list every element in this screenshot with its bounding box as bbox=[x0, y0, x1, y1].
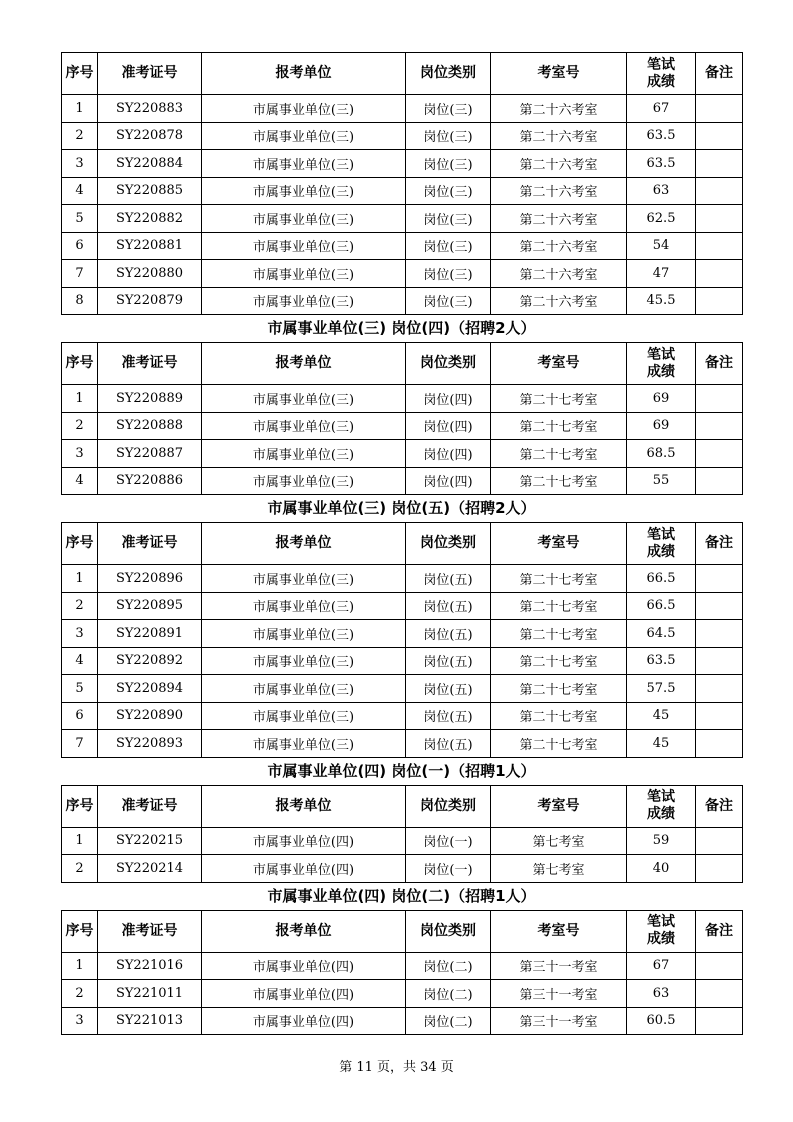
cell-score: 57.5 bbox=[627, 675, 696, 703]
cell-exam-id: SY221016 bbox=[98, 952, 202, 980]
cell-position: 岗位(三) bbox=[406, 232, 491, 260]
cell-position: 岗位(三) bbox=[406, 260, 491, 288]
table-row bbox=[62, 620, 743, 648]
cell-position: 岗位(三) bbox=[406, 177, 491, 205]
cell-remark bbox=[696, 592, 743, 620]
cell-unit: 市属事业单位(四) bbox=[202, 980, 406, 1008]
cell-score: 45 bbox=[627, 702, 696, 730]
cell-unit: 市属事业单位(三) bbox=[202, 205, 406, 233]
cell-remark bbox=[696, 95, 743, 123]
cell-score: 62.5 bbox=[627, 205, 696, 233]
cell-remark bbox=[696, 647, 743, 675]
cell-score: 66.5 bbox=[627, 592, 696, 620]
table-row bbox=[62, 440, 743, 468]
cell-room: 第二十七考室 bbox=[491, 647, 627, 675]
table-row bbox=[62, 287, 743, 315]
cell-exam-id: SY221013 bbox=[98, 1007, 202, 1035]
header-room: 考室号 bbox=[491, 523, 627, 565]
cell-unit: 市属事业单位(四) bbox=[202, 1007, 406, 1035]
cell-exam-id: SY220886 bbox=[98, 467, 202, 495]
cell-remark bbox=[696, 980, 743, 1008]
cell-score: 63.5 bbox=[627, 150, 696, 178]
cell-unit: 市属事业单位(四) bbox=[202, 855, 406, 883]
cell-unit: 市属事业单位(三) bbox=[202, 177, 406, 205]
header-position: 岗位类别 bbox=[406, 910, 491, 952]
table-row bbox=[62, 122, 743, 150]
cell-room: 第二十七考室 bbox=[491, 730, 627, 758]
cell-score: 59 bbox=[627, 827, 696, 855]
cell-remark bbox=[696, 702, 743, 730]
cell-remark bbox=[696, 467, 743, 495]
cell-room: 第二十六考室 bbox=[491, 95, 627, 123]
cell-exam-id: SY221011 bbox=[98, 980, 202, 1008]
cell-position: 岗位(四) bbox=[406, 385, 491, 413]
cell-room: 第二十六考室 bbox=[491, 205, 627, 233]
cell-exam-id: SY220889 bbox=[98, 385, 202, 413]
cell-unit: 市属事业单位(四) bbox=[202, 952, 406, 980]
cell-exam-id: SY220890 bbox=[98, 702, 202, 730]
header-unit: 报考单位 bbox=[202, 785, 406, 827]
header-exam-id: 准考证号 bbox=[98, 785, 202, 827]
cell-position: 岗位(三) bbox=[406, 205, 491, 233]
header-unit: 报考单位 bbox=[202, 343, 406, 385]
cell-score: 40 bbox=[627, 855, 696, 883]
cell-unit: 市属事业单位(三) bbox=[202, 385, 406, 413]
cell-unit: 市属事业单位(三) bbox=[202, 412, 406, 440]
cell-score: 69 bbox=[627, 412, 696, 440]
cell-position: 岗位(五) bbox=[406, 592, 491, 620]
table-row bbox=[62, 980, 743, 1008]
cell-unit: 市属事业单位(三) bbox=[202, 647, 406, 675]
cell-position: 岗位(四) bbox=[406, 467, 491, 495]
cell-score: 55 bbox=[627, 467, 696, 495]
cell-seq: 8 bbox=[62, 287, 98, 315]
header-seq: 序号 bbox=[62, 910, 98, 952]
cell-unit: 市属事业单位(四) bbox=[202, 827, 406, 855]
table-row bbox=[62, 952, 743, 980]
cell-score: 63.5 bbox=[627, 122, 696, 150]
cell-seq: 2 bbox=[62, 855, 98, 883]
cell-position: 岗位(五) bbox=[406, 647, 491, 675]
header-room: 考室号 bbox=[491, 343, 627, 385]
cell-remark bbox=[696, 565, 743, 593]
score-table bbox=[61, 910, 743, 1036]
cell-unit: 市属事业单位(三) bbox=[202, 565, 406, 593]
cell-position: 岗位(三) bbox=[406, 287, 491, 315]
cell-remark bbox=[696, 1007, 743, 1035]
cell-room: 第七考室 bbox=[491, 827, 627, 855]
cell-seq: 7 bbox=[62, 730, 98, 758]
score-table bbox=[61, 342, 743, 495]
cell-exam-id: SY220882 bbox=[98, 205, 202, 233]
cell-score: 67 bbox=[627, 952, 696, 980]
section-title: 市属事业单位(三) 岗位(四)（招聘2人） bbox=[267, 319, 536, 337]
cell-seq: 5 bbox=[62, 205, 98, 233]
header-position: 岗位类别 bbox=[406, 523, 491, 565]
cell-unit: 市属事业单位(三) bbox=[202, 620, 406, 648]
cell-position: 岗位(五) bbox=[406, 730, 491, 758]
cell-seq: 2 bbox=[62, 122, 98, 150]
table-row bbox=[62, 675, 743, 703]
table-row bbox=[62, 177, 743, 205]
cell-room: 第二十七考室 bbox=[491, 592, 627, 620]
score-table bbox=[61, 522, 743, 758]
cell-unit: 市属事业单位(三) bbox=[202, 702, 406, 730]
cell-remark bbox=[696, 855, 743, 883]
table-row bbox=[62, 95, 743, 123]
cell-score: 63 bbox=[627, 980, 696, 1008]
table-row bbox=[62, 855, 743, 883]
header-unit: 报考单位 bbox=[202, 523, 406, 565]
cell-score: 68.5 bbox=[627, 440, 696, 468]
cell-position: 岗位(三) bbox=[406, 95, 491, 123]
cell-position: 岗位(三) bbox=[406, 122, 491, 150]
cell-score: 63.5 bbox=[627, 647, 696, 675]
cell-room: 第二十七考室 bbox=[491, 702, 627, 730]
cell-room: 第二十六考室 bbox=[491, 177, 627, 205]
section-title: 市属事业单位(三) 岗位(五)（招聘2人） bbox=[267, 499, 536, 517]
header-exam-id: 准考证号 bbox=[98, 910, 202, 952]
cell-exam-id: SY220885 bbox=[98, 177, 202, 205]
cell-unit: 市属事业单位(三) bbox=[202, 95, 406, 123]
score-table bbox=[61, 785, 743, 883]
cell-exam-id: SY220878 bbox=[98, 122, 202, 150]
header-remark: 备注 bbox=[696, 523, 743, 565]
header-seq: 序号 bbox=[62, 785, 98, 827]
cell-remark bbox=[696, 260, 743, 288]
cell-score: 63 bbox=[627, 177, 696, 205]
cell-unit: 市属事业单位(三) bbox=[202, 287, 406, 315]
cell-remark bbox=[696, 177, 743, 205]
cell-room: 第七考室 bbox=[491, 855, 627, 883]
cell-unit: 市属事业单位(三) bbox=[202, 675, 406, 703]
cell-remark bbox=[696, 205, 743, 233]
cell-room: 第二十七考室 bbox=[491, 675, 627, 703]
header-score: 笔试 成绩 bbox=[627, 343, 696, 385]
header-exam-id: 准考证号 bbox=[98, 53, 202, 95]
cell-seq: 7 bbox=[62, 260, 98, 288]
cell-room: 第二十六考室 bbox=[491, 260, 627, 288]
header-room: 考室号 bbox=[491, 53, 627, 95]
table-row bbox=[62, 647, 743, 675]
header-seq: 序号 bbox=[62, 53, 98, 95]
cell-seq: 2 bbox=[62, 592, 98, 620]
table-row bbox=[62, 232, 743, 260]
cell-room: 第二十六考室 bbox=[491, 287, 627, 315]
cell-position: 岗位(四) bbox=[406, 412, 491, 440]
cell-seq: 1 bbox=[62, 565, 98, 593]
cell-unit: 市属事业单位(三) bbox=[202, 232, 406, 260]
cell-room: 第二十七考室 bbox=[491, 467, 627, 495]
cell-score: 66.5 bbox=[627, 565, 696, 593]
header-exam-id: 准考证号 bbox=[98, 343, 202, 385]
cell-exam-id: SY220215 bbox=[98, 827, 202, 855]
table-header-row bbox=[62, 785, 743, 827]
cell-exam-id: SY220214 bbox=[98, 855, 202, 883]
cell-position: 岗位(四) bbox=[406, 440, 491, 468]
table-row bbox=[62, 827, 743, 855]
header-remark: 备注 bbox=[696, 343, 743, 385]
cell-room: 第二十六考室 bbox=[491, 122, 627, 150]
score-list-page bbox=[61, 52, 742, 1035]
cell-unit: 市属事业单位(三) bbox=[202, 730, 406, 758]
header-unit: 报考单位 bbox=[202, 53, 406, 95]
table-row bbox=[62, 702, 743, 730]
cell-room: 第二十六考室 bbox=[491, 150, 627, 178]
cell-exam-id: SY220887 bbox=[98, 440, 202, 468]
cell-seq: 1 bbox=[62, 95, 98, 123]
cell-remark bbox=[696, 620, 743, 648]
cell-seq: 1 bbox=[62, 827, 98, 855]
cell-unit: 市属事业单位(三) bbox=[202, 260, 406, 288]
cell-score: 64.5 bbox=[627, 620, 696, 648]
cell-remark bbox=[696, 675, 743, 703]
table-row bbox=[62, 205, 743, 233]
cell-seq: 5 bbox=[62, 675, 98, 703]
cell-score: 47 bbox=[627, 260, 696, 288]
cell-remark bbox=[696, 827, 743, 855]
cell-score: 60.5 bbox=[627, 1007, 696, 1035]
header-remark: 备注 bbox=[696, 53, 743, 95]
cell-room: 第三十一考室 bbox=[491, 1007, 627, 1035]
table-header-row bbox=[62, 910, 743, 952]
cell-position: 岗位(二) bbox=[406, 1007, 491, 1035]
cell-position: 岗位(五) bbox=[406, 702, 491, 730]
section-title: 市属事业单位(四) 岗位(一)（招聘1人） bbox=[267, 761, 536, 780]
cell-remark bbox=[696, 730, 743, 758]
table-row bbox=[62, 412, 743, 440]
header-remark: 备注 bbox=[696, 785, 743, 827]
header-room: 考室号 bbox=[491, 785, 627, 827]
cell-room: 第二十七考室 bbox=[491, 385, 627, 413]
cell-remark bbox=[696, 150, 743, 178]
header-score: 笔试 成绩 bbox=[627, 523, 696, 565]
cell-score: 54 bbox=[627, 232, 696, 260]
cell-room: 第二十七考室 bbox=[491, 565, 627, 593]
cell-room: 第三十一考室 bbox=[491, 980, 627, 1008]
cell-seq: 4 bbox=[62, 647, 98, 675]
header-position: 岗位类别 bbox=[406, 785, 491, 827]
header-position: 岗位类别 bbox=[406, 53, 491, 95]
cell-room: 第三十一考室 bbox=[491, 952, 627, 980]
cell-exam-id: SY220883 bbox=[98, 95, 202, 123]
cell-exam-id: SY220892 bbox=[98, 647, 202, 675]
table-row bbox=[62, 260, 743, 288]
score-table bbox=[61, 52, 743, 315]
cell-exam-id: SY220880 bbox=[98, 260, 202, 288]
cell-position: 岗位(一) bbox=[406, 827, 491, 855]
cell-position: 岗位(一) bbox=[406, 855, 491, 883]
table-row bbox=[62, 565, 743, 593]
cell-seq: 1 bbox=[62, 385, 98, 413]
cell-exam-id: SY220879 bbox=[98, 287, 202, 315]
table-row bbox=[62, 467, 743, 495]
cell-room: 第二十七考室 bbox=[491, 440, 627, 468]
cell-position: 岗位(二) bbox=[406, 980, 491, 1008]
cell-room: 第二十七考室 bbox=[491, 412, 627, 440]
header-exam-id: 准考证号 bbox=[98, 523, 202, 565]
cell-position: 岗位(五) bbox=[406, 620, 491, 648]
cell-score: 45 bbox=[627, 730, 696, 758]
table-header-row bbox=[62, 523, 743, 565]
cell-seq: 2 bbox=[62, 412, 98, 440]
cell-seq: 2 bbox=[62, 980, 98, 1008]
header-seq: 序号 bbox=[62, 523, 98, 565]
cell-score: 69 bbox=[627, 385, 696, 413]
cell-seq: 4 bbox=[62, 177, 98, 205]
cell-remark bbox=[696, 232, 743, 260]
cell-position: 岗位(五) bbox=[406, 675, 491, 703]
cell-exam-id: SY220888 bbox=[98, 412, 202, 440]
table-row bbox=[62, 385, 743, 413]
cell-position: 岗位(三) bbox=[406, 150, 491, 178]
cell-exam-id: SY220894 bbox=[98, 675, 202, 703]
cell-score: 45.5 bbox=[627, 287, 696, 315]
cell-exam-id: SY220891 bbox=[98, 620, 202, 648]
cell-exam-id: SY220896 bbox=[98, 565, 202, 593]
cell-seq: 1 bbox=[62, 952, 98, 980]
header-remark: 备注 bbox=[696, 910, 743, 952]
cell-position: 岗位(二) bbox=[406, 952, 491, 980]
header-score: 笔试 成绩 bbox=[627, 785, 696, 827]
cell-unit: 市属事业单位(三) bbox=[202, 592, 406, 620]
cell-seq: 6 bbox=[62, 702, 98, 730]
cell-remark bbox=[696, 440, 743, 468]
cell-seq: 3 bbox=[62, 150, 98, 178]
table-header-row bbox=[62, 53, 743, 95]
table-row bbox=[62, 150, 743, 178]
cell-seq: 4 bbox=[62, 467, 98, 495]
cell-position: 岗位(五) bbox=[406, 565, 491, 593]
cell-room: 第二十七考室 bbox=[491, 620, 627, 648]
cell-unit: 市属事业单位(三) bbox=[202, 122, 406, 150]
cell-exam-id: SY220881 bbox=[98, 232, 202, 260]
cell-seq: 6 bbox=[62, 232, 98, 260]
cell-unit: 市属事业单位(三) bbox=[202, 150, 406, 178]
cell-score: 67 bbox=[627, 95, 696, 123]
table-row bbox=[62, 730, 743, 758]
cell-seq: 3 bbox=[62, 1007, 98, 1035]
cell-exam-id: SY220884 bbox=[98, 150, 202, 178]
header-score: 笔试 成绩 bbox=[627, 53, 696, 95]
cell-exam-id: SY220893 bbox=[98, 730, 202, 758]
cell-seq: 3 bbox=[62, 440, 98, 468]
cell-remark bbox=[696, 412, 743, 440]
cell-unit: 市属事业单位(三) bbox=[202, 440, 406, 468]
header-seq: 序号 bbox=[62, 343, 98, 385]
cell-unit: 市属事业单位(三) bbox=[202, 467, 406, 495]
header-unit: 报考单位 bbox=[202, 910, 406, 952]
header-room: 考室号 bbox=[491, 910, 627, 952]
header-position: 岗位类别 bbox=[406, 343, 491, 385]
cell-remark bbox=[696, 287, 743, 315]
cell-room: 第二十六考室 bbox=[491, 232, 627, 260]
cell-remark bbox=[696, 122, 743, 150]
page-footer: 第 11 页，共 34 页 bbox=[339, 1060, 454, 1075]
cell-exam-id: SY220895 bbox=[98, 592, 202, 620]
table-row bbox=[62, 592, 743, 620]
cell-remark bbox=[696, 952, 743, 980]
table-header-row bbox=[62, 343, 743, 385]
cell-remark bbox=[696, 385, 743, 413]
section-title: 市属事业单位(四) 岗位(二)（招聘1人） bbox=[267, 886, 536, 905]
table-row bbox=[62, 1007, 743, 1035]
header-score: 笔试 成绩 bbox=[627, 910, 696, 952]
cell-seq: 3 bbox=[62, 620, 98, 648]
